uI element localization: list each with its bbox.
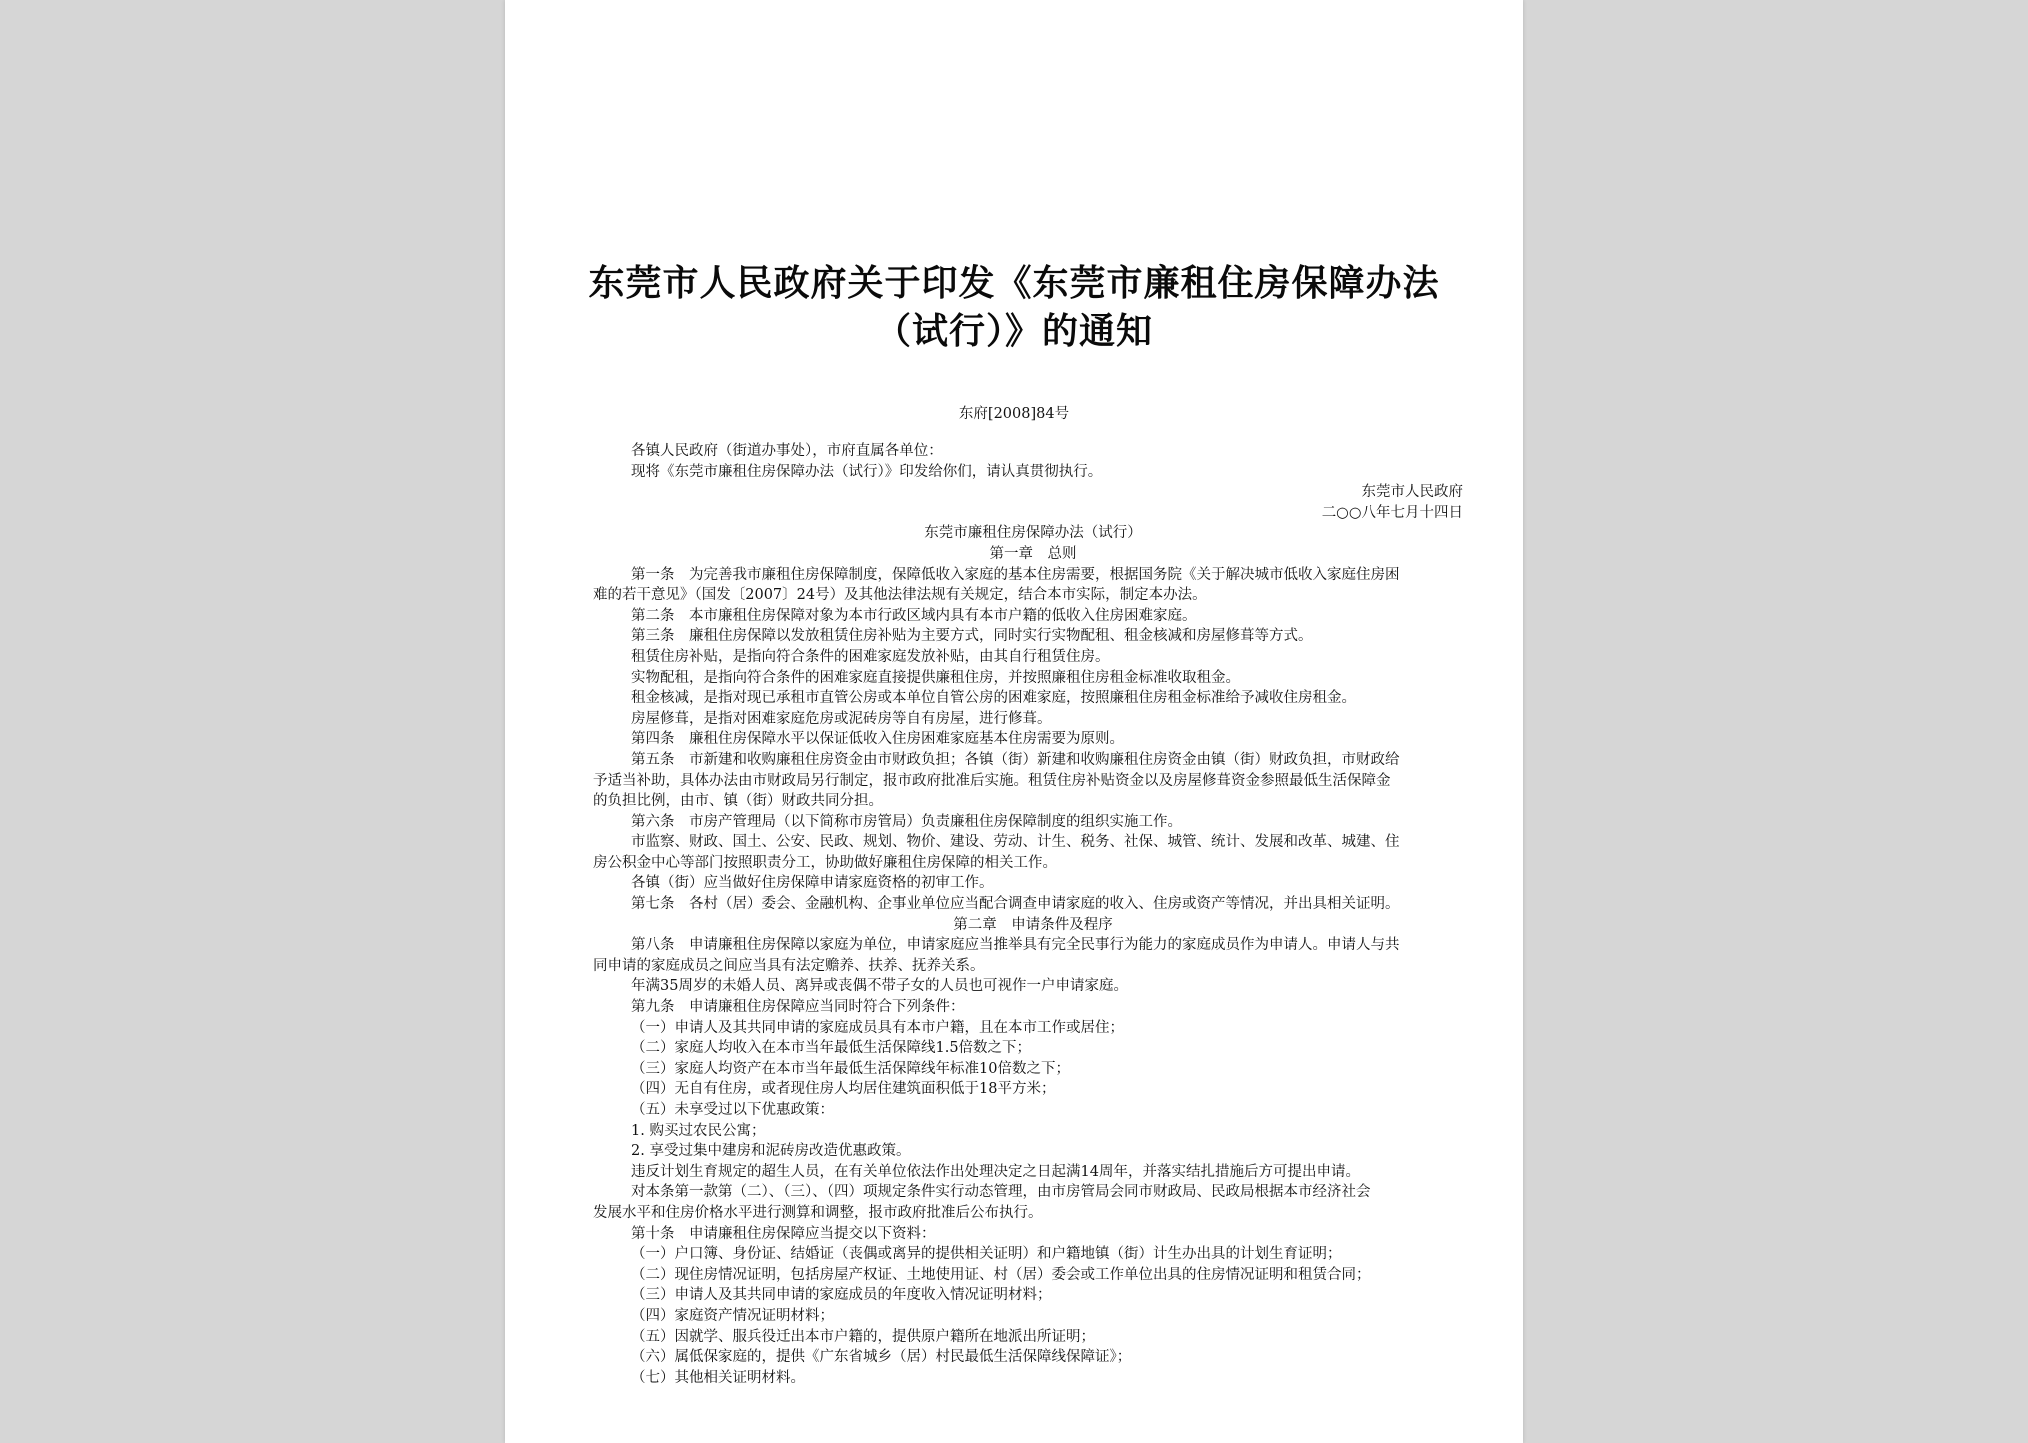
text-line: 二○○八年七月十四日 bbox=[1321, 504, 1463, 521]
text-line: （三）申请人及其共同申请的家庭成员的年度收入情况证明材料； bbox=[631, 1287, 1052, 1304]
text-line: 发展水平和住房价格水平进行测算和调整，报市政府批准后公布执行。 bbox=[593, 1204, 1043, 1221]
text-line: 2. 享受过集中建房和泥砖房改造优惠政策。 bbox=[631, 1143, 911, 1160]
text-line: 1. 购买过农民公寓； bbox=[631, 1122, 766, 1139]
text-line: 第一条 为完善我市廉租住房保障制度，保障低收入家庭的基本住房需要，根据国务院《关于解决城市低收入家庭住房困 bbox=[631, 566, 1400, 583]
text-line: （二）家庭人均收入在本市当年最低生活保障线1.5倍数之下； bbox=[631, 1040, 1032, 1057]
text-line: （四）家庭资产情况证明材料； bbox=[631, 1307, 834, 1324]
text-line: （六）属低保家庭的，提供《广东省城乡（居）村民最低生活保障线保障证》； bbox=[631, 1349, 1132, 1366]
text-line: 第四条 廉租住房保障水平以保证低收入住房困难家庭基本住房需要为原则。 bbox=[631, 731, 1124, 748]
text-line: （四）无自有住房，或者现住房人均居住建筑面积低于18平方米； bbox=[631, 1081, 1056, 1098]
title-line-1: 东莞市人民政府关于印发《东莞市廉租住房保障办法 bbox=[588, 263, 1440, 304]
text-line: 予适当补助，具体办法由市财政局另行制定，报市政府批准后实施。租赁住房补贴资金以及房屋修葺资金参照最低生活保障金 bbox=[593, 772, 1391, 789]
text-line: 第十条 申请廉租住房保障应当提交以下资料： bbox=[631, 1225, 936, 1242]
text-line: 租赁住房补贴，是指向符合条件的困难家庭发放补贴，由其自行租赁住房。 bbox=[631, 648, 1110, 665]
text-line: 东莞市廉租住房保障办法（试行） bbox=[924, 525, 1142, 542]
text-line: 第六条 市房产管理局（以下简称市房管局）负责廉租住房保障制度的组织实施工作。 bbox=[631, 813, 1182, 830]
text-line: （二）现住房情况证明，包括房屋产权证、土地使用证、村（居）委会或工作单位出具的住房情况证明和租赁合同； bbox=[631, 1266, 1371, 1283]
document-page bbox=[505, 0, 1523, 1443]
text-line: 第二章 申请条件及程序 bbox=[953, 916, 1113, 933]
text-line: 房屋修葺，是指对困难家庭危房或泥砖房等自有房屋，进行修葺。 bbox=[631, 710, 1052, 727]
text-line: 对本条第一款第（二）、（三）、（四）项规定条件实行动态管理，由市房管局会同市财政局、民政局根据本市经济社会 bbox=[631, 1184, 1371, 1201]
document-body bbox=[593, 441, 1473, 1388]
text-line: 实物配租，是指向符合条件的困难家庭直接提供廉租住房，并按照廉租住房租金标准收取租金。 bbox=[631, 669, 1240, 686]
text-line: 第七条 各村（居）委会、金融机构、企事业单位应当配合调查申请家庭的收入、住房或资产等情况，并出具相关证明。 bbox=[631, 896, 1400, 913]
document-title bbox=[505, 260, 1523, 356]
text-line: 各镇人民政府（街道办事处），市府直属各单位： bbox=[631, 443, 943, 459]
text-line: 市监察、财政、国土、公安、民政、规划、物价、建设、劳动、计生、税务、社保、城管、统计、发展和改革、城建、住 bbox=[631, 834, 1400, 851]
text-line: （一）申请人及其共同申请的家庭成员具有本市户籍，且在本市工作或居住； bbox=[631, 1019, 1124, 1036]
text-line: （七）其他相关证明材料。 bbox=[631, 1369, 805, 1386]
text-line: 房公积金中心等部门按照职责分工，协助做好廉租住房保障的相关工作。 bbox=[593, 854, 1057, 871]
text-line: 第一章 总则 bbox=[989, 545, 1077, 562]
text-line: 各镇（街）应当做好住房保障申请家庭资格的初审工作。 bbox=[631, 875, 994, 892]
text-line: （三）家庭人均资产在本市当年最低生活保障线年标准10倍数之下； bbox=[631, 1060, 1070, 1077]
text-line: 难的若干意见》（国发〔2007〕24号）及其他法律法规有关规定，结合本市实际，制定本办法。 bbox=[593, 587, 1207, 604]
text-line: （一）户口簿、身份证、结婚证（丧偶或离异的提供相关证明）和户籍地镇（街）计生办出具的计划生育证明； bbox=[631, 1246, 1342, 1263]
text-line: 第八条 申请廉租住房保障以家庭为单位，申请家庭应当推举具有完全民事行为能力的家庭成员作为申请人。申请人与共 bbox=[631, 937, 1400, 954]
text-line: 第五条 市新建和收购廉租住房资金由市财政负担；各镇（街）新建和收购廉租住房资金由镇（街）财政负担，市财政给 bbox=[631, 751, 1400, 768]
text-line: 第三条 廉租住房保障以发放租赁住房补贴为主要方式，同时实行实物配租、租金核减和房屋修葺等方式。 bbox=[631, 628, 1313, 645]
text-line: 第九条 申请廉租住房保障应当同时符合下列条件： bbox=[631, 999, 965, 1016]
text-line: 第二条 本市廉租住房保障对象为本市行政区域内具有本市户籍的低收入住房困难家庭。 bbox=[631, 607, 1197, 624]
text-line: （五）因就学、服兵役迁出本市户籍的，提供原户籍所在地派出所证明； bbox=[631, 1328, 1095, 1345]
text-line: （五）未享受过以下优惠政策： bbox=[631, 1102, 834, 1118]
text-line: 年满35周岁的未婚人员、离异或丧偶不带子女的人员也可视作一户申请家庭。 bbox=[631, 978, 1128, 995]
text-line: 的负担比例，由市、镇（街）财政共同分担。 bbox=[593, 793, 883, 810]
text-line: 东莞市人民政府 bbox=[1361, 484, 1463, 501]
text-line: 租金核减，是指对现已承租市直管公房或本单位自管公房的困难家庭，按照廉租住房租金标准给予减收住房租金。 bbox=[631, 690, 1356, 707]
document-number: 东府[2008]84号 bbox=[958, 406, 1070, 422]
text-line: 现将《东莞市廉租住房保障办法（试行）》印发给你们，请认真贯彻执行。 bbox=[631, 463, 1103, 480]
text-line: 违反计划生育规定的超生人员，在有关单位依法作出处理决定之日起满14周年，并落实结扎措施后方可提出申请。 bbox=[631, 1163, 1360, 1180]
title-line-2: （试行）》的通知 bbox=[874, 311, 1153, 352]
text-line: 同申请的家庭成员之间应当具有法定赡养、扶养、抚养关系。 bbox=[593, 957, 985, 974]
